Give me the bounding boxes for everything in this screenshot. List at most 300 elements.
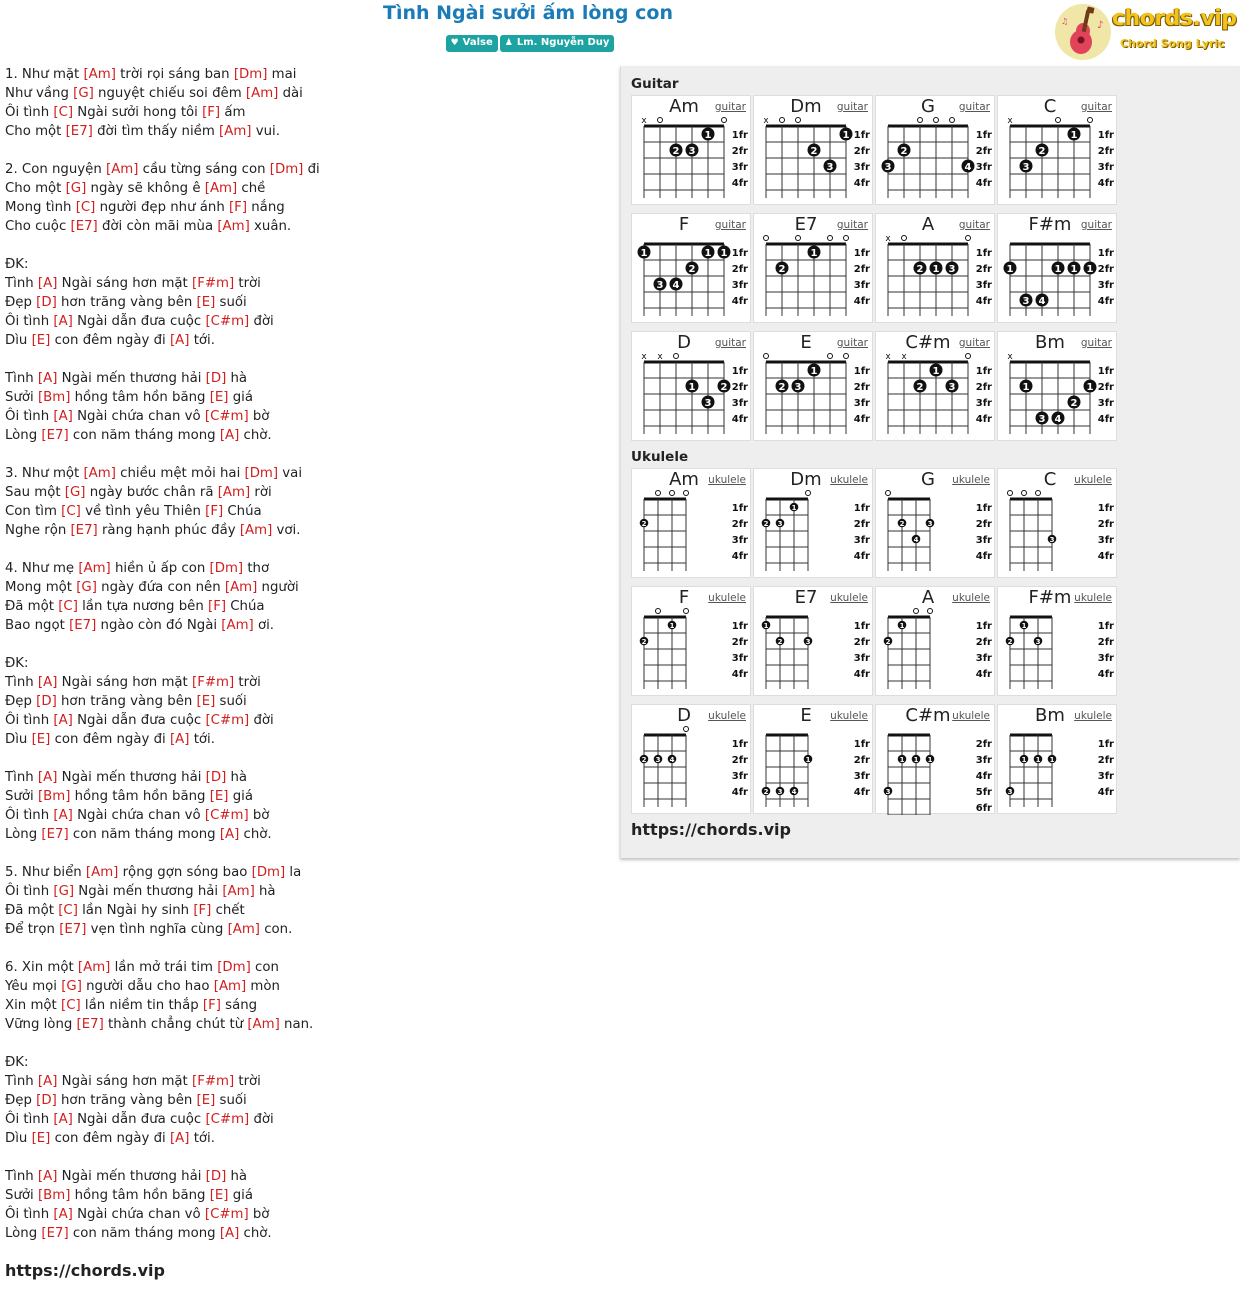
chord-link[interactable]: [C] bbox=[53, 105, 74, 120]
lyric-line bbox=[5, 882, 605, 901]
guitar-chord-card-f[interactable] bbox=[631, 213, 751, 323]
lyric-text: Lòng bbox=[5, 1226, 42, 1241]
lyric-text: Ôi tình bbox=[5, 314, 54, 329]
finger-dot bbox=[702, 396, 715, 410]
chord-link[interactable]: [F#m] bbox=[192, 675, 235, 690]
finger-dot bbox=[1004, 262, 1017, 276]
chord-diagram bbox=[998, 332, 1118, 442]
ukulele-chord-card-am[interactable] bbox=[631, 468, 751, 578]
chord-name: D bbox=[677, 332, 691, 353]
chord-link[interactable]: [Am] bbox=[245, 86, 279, 101]
fret-label: 3fr bbox=[975, 535, 992, 546]
chord-link[interactable]: [E7] bbox=[65, 124, 93, 139]
chord-link[interactable]: [G] bbox=[64, 485, 86, 500]
chord-link[interactable]: [E7] bbox=[70, 523, 98, 538]
finger-number: 1 bbox=[1086, 264, 1094, 275]
chord-link[interactable]: [A] bbox=[37, 371, 58, 386]
lyrics-footer-url[interactable]: https://chords.vip bbox=[5, 1261, 165, 1280]
open-string-marker bbox=[674, 354, 679, 359]
instrument-link[interactable]: guitar bbox=[836, 101, 868, 113]
fret-label: 2fr bbox=[853, 637, 870, 648]
chord-name: C#m bbox=[905, 332, 951, 353]
finger-number: 2 bbox=[1070, 398, 1078, 409]
finger-number: 2 bbox=[1007, 638, 1013, 646]
instrument-link[interactable]: ukulele bbox=[1074, 474, 1112, 486]
chord-link[interactable]: [D] bbox=[205, 1169, 227, 1184]
lyric-text: Tình bbox=[5, 371, 38, 386]
instrument-link[interactable]: guitar bbox=[714, 101, 746, 113]
chord-link[interactable]: [A] bbox=[37, 770, 58, 785]
lyric-blank-line bbox=[5, 1148, 605, 1167]
chord-link[interactable]: [D] bbox=[36, 694, 57, 709]
finger-dot bbox=[776, 380, 789, 394]
lyric-text: Ôi tình bbox=[5, 409, 54, 424]
lyric-text: Ôi tình bbox=[5, 884, 54, 899]
chord-link[interactable]: [C#m] bbox=[204, 409, 249, 424]
ukulele-chord-card-g[interactable] bbox=[875, 468, 995, 578]
instrument-link[interactable]: ukulele bbox=[952, 592, 990, 604]
lyric-text: lần mở trái tim bbox=[110, 960, 218, 975]
ukulele-section-label: Ukulele bbox=[631, 449, 689, 465]
instrument-link[interactable]: guitar bbox=[714, 337, 746, 349]
finger-dot bbox=[926, 519, 935, 528]
tag-rhythm[interactable] bbox=[446, 35, 498, 52]
guitar-chord-card-bm[interactable] bbox=[997, 331, 1117, 441]
instrument-link[interactable]: guitar bbox=[1080, 337, 1112, 349]
chord-link[interactable]: [D] bbox=[36, 1093, 57, 1108]
lyric-line bbox=[5, 920, 605, 939]
ukulele-chord-card-e7[interactable] bbox=[753, 586, 873, 696]
finger-dot bbox=[668, 755, 677, 764]
lyric-text: giá bbox=[228, 789, 254, 804]
chord-link[interactable]: [F] bbox=[205, 504, 224, 519]
chord-link[interactable]: [Am] bbox=[106, 162, 139, 177]
chord-link[interactable]: [E] bbox=[196, 1093, 216, 1108]
fret-label: 2fr bbox=[853, 382, 870, 393]
lyric-text: Tình bbox=[5, 1074, 38, 1089]
lyric-text: bờ bbox=[248, 1207, 270, 1222]
chord-name: C bbox=[1043, 469, 1057, 490]
chord-link[interactable]: [E] bbox=[209, 390, 229, 405]
instrument-link[interactable]: guitar bbox=[836, 337, 868, 349]
lyric-line bbox=[5, 958, 605, 977]
lyric-line bbox=[5, 502, 605, 521]
chord-link[interactable]: [E] bbox=[209, 1188, 229, 1203]
lyric-text: người bbox=[257, 580, 299, 595]
finger-dot bbox=[776, 519, 785, 528]
chord-link[interactable]: [C] bbox=[58, 599, 78, 614]
open-string-marker bbox=[670, 491, 675, 496]
chord-link[interactable]: [Am] bbox=[83, 466, 116, 481]
finger-dot bbox=[912, 755, 921, 764]
lyric-text: 4. Như mẹ bbox=[5, 561, 79, 576]
chord-link[interactable]: [Am] bbox=[222, 884, 255, 899]
lyric-text: Tình bbox=[5, 276, 38, 291]
chord-link[interactable]: [C] bbox=[75, 200, 96, 215]
fret-label: 2fr bbox=[975, 739, 992, 750]
chord-name: F bbox=[678, 214, 690, 235]
fret-label: 3fr bbox=[975, 653, 992, 664]
lyric-blank-line bbox=[5, 939, 605, 958]
chord-link[interactable]: [E7] bbox=[69, 618, 97, 633]
fret-label: 1fr bbox=[853, 366, 870, 377]
lyric-text: Chúa bbox=[223, 504, 262, 519]
chord-link[interactable]: [C#m] bbox=[205, 713, 250, 728]
finger-number: 3 bbox=[688, 146, 696, 157]
chord-link[interactable]: [F] bbox=[202, 105, 221, 120]
chord-link[interactable]: [E] bbox=[31, 1131, 51, 1146]
instrument-link[interactable]: ukulele bbox=[1074, 710, 1112, 722]
open-string-marker bbox=[656, 491, 661, 496]
chord-link[interactable]: [C] bbox=[61, 504, 81, 519]
finger-number: 2 bbox=[916, 264, 924, 275]
ukulele-chord-card-fsharpm[interactable] bbox=[997, 586, 1117, 696]
chord-link[interactable]: [Am] bbox=[85, 865, 119, 880]
chord-link[interactable]: [C#m] bbox=[205, 314, 250, 329]
open-string-marker bbox=[844, 354, 849, 359]
instrument-link[interactable]: ukulele bbox=[830, 592, 868, 604]
instrument-link[interactable]: ukulele bbox=[830, 710, 868, 722]
finger-dot bbox=[776, 787, 785, 796]
chord-link[interactable]: [G] bbox=[53, 884, 75, 899]
chord-link[interactable]: [Am] bbox=[78, 561, 111, 576]
chord-link[interactable]: [Am] bbox=[239, 523, 273, 538]
fret-label: 2fr bbox=[853, 519, 870, 530]
chord-link[interactable]: [Am] bbox=[247, 1017, 280, 1032]
finger-number: 4 bbox=[1054, 414, 1062, 425]
ukulele-chord-card-f[interactable] bbox=[631, 586, 751, 696]
ukulele-chord-card-d[interactable] bbox=[631, 704, 751, 814]
chord-link[interactable]: [E7] bbox=[41, 1226, 69, 1241]
chord-link[interactable]: [Am] bbox=[227, 922, 260, 937]
chord-link[interactable]: [E7] bbox=[41, 428, 69, 443]
fret-label: 6fr bbox=[975, 803, 992, 814]
finger-dot bbox=[926, 755, 935, 764]
finger-dot bbox=[792, 380, 805, 394]
muted-string-marker: x bbox=[885, 352, 891, 362]
guitar-chord-card-e7[interactable] bbox=[753, 213, 873, 323]
chord-link[interactable]: [F] bbox=[193, 903, 212, 918]
chord-link[interactable]: [Am] bbox=[219, 124, 252, 139]
chord-link[interactable]: [C#m] bbox=[204, 1207, 249, 1222]
guitar-chord-card-d[interactable] bbox=[631, 331, 751, 441]
chord-link[interactable]: [E] bbox=[209, 789, 229, 804]
finger-number: 4 bbox=[672, 280, 680, 291]
chord-link[interactable]: [A] bbox=[53, 1207, 73, 1222]
chord-link[interactable]: [A] bbox=[53, 808, 73, 823]
ukulele-chord-card-a[interactable] bbox=[875, 586, 995, 696]
chord-link[interactable]: [A] bbox=[53, 713, 73, 728]
chord-link[interactable]: [Dm] bbox=[233, 67, 268, 82]
fret-label: 3fr bbox=[1097, 280, 1114, 291]
instrument-link[interactable]: ukulele bbox=[952, 474, 990, 486]
chord-link[interactable]: [Bm] bbox=[37, 390, 71, 405]
instrument-link[interactable]: ukulele bbox=[708, 474, 746, 486]
chord-link[interactable]: [E7] bbox=[41, 827, 69, 842]
fret-label: 2fr bbox=[731, 755, 748, 766]
lyric-line bbox=[5, 122, 605, 141]
instrument-link[interactable]: guitar bbox=[1080, 219, 1112, 231]
song-title: Tình Ngài sưởi ấm lòng con bbox=[383, 2, 673, 24]
tag-author[interactable] bbox=[500, 35, 615, 52]
finger-number: 2 bbox=[778, 264, 786, 275]
instrument-link[interactable]: guitar bbox=[958, 337, 990, 349]
chord-link[interactable]: [G] bbox=[65, 181, 87, 196]
lyric-text: ĐK: bbox=[5, 1055, 29, 1070]
instrument-link[interactable]: guitar bbox=[958, 219, 990, 231]
instrument-link[interactable]: guitar bbox=[1080, 101, 1112, 113]
chord-link[interactable]: [E] bbox=[196, 694, 216, 709]
chord-name: Am bbox=[669, 96, 699, 117]
chord-link[interactable]: [E] bbox=[196, 295, 216, 310]
finger-dot bbox=[898, 755, 907, 764]
lyric-text: Xin một bbox=[5, 998, 61, 1013]
finger-number: 1 bbox=[1035, 756, 1041, 764]
chord-link[interactable]: [C] bbox=[61, 998, 81, 1013]
chord-name: C bbox=[1043, 96, 1057, 117]
chord-link[interactable]: [A] bbox=[219, 827, 240, 842]
chord-link[interactable]: [Am] bbox=[204, 181, 238, 196]
guitar-chord-card-am[interactable] bbox=[631, 95, 751, 205]
fret-label: 3fr bbox=[1097, 398, 1114, 409]
chord-link[interactable]: [A] bbox=[37, 1169, 58, 1184]
finger-dot bbox=[670, 278, 683, 292]
chord-link[interactable]: [E7] bbox=[76, 1017, 104, 1032]
fret-label: 4fr bbox=[853, 669, 870, 680]
lyric-text: vẹn tình nghĩa cùng bbox=[86, 922, 228, 937]
finger-dot bbox=[1020, 380, 1033, 394]
chord-link[interactable]: [F] bbox=[208, 599, 227, 614]
panel-footer-url[interactable]: https://chords.vip bbox=[631, 820, 791, 839]
chord-link[interactable]: [F#m] bbox=[192, 276, 235, 291]
chord-link[interactable]: [A] bbox=[169, 1131, 190, 1146]
finger-number: 1 bbox=[932, 366, 940, 377]
fret-label: 3fr bbox=[975, 755, 992, 766]
chord-link[interactable]: [A] bbox=[53, 1112, 73, 1127]
lyric-text: hồng tâm hồn băng bbox=[70, 1188, 210, 1203]
finger-number: 2 bbox=[778, 382, 786, 393]
chord-link[interactable]: [A] bbox=[219, 1226, 240, 1241]
chord-link[interactable]: [A] bbox=[169, 333, 190, 348]
chord-link[interactable]: [E7] bbox=[70, 219, 98, 234]
chord-link[interactable]: [G] bbox=[61, 979, 82, 994]
finger-number: 3 bbox=[927, 520, 933, 528]
chord-link[interactable]: [Am] bbox=[83, 67, 116, 82]
fret-label: 1fr bbox=[1097, 248, 1114, 259]
chord-link[interactable]: [E] bbox=[31, 732, 51, 747]
fret-label: 3fr bbox=[853, 535, 870, 546]
fret-label: 4fr bbox=[1097, 551, 1114, 562]
guitar-chord-card-fsharpm[interactable] bbox=[997, 213, 1117, 323]
chord-link[interactable]: [A] bbox=[53, 409, 73, 424]
lyric-text: Ngài mến thương hải bbox=[57, 770, 206, 785]
chord-link[interactable]: [Am] bbox=[221, 618, 254, 633]
person-icon: ♟ bbox=[504, 38, 513, 48]
chord-link[interactable]: [G] bbox=[73, 86, 94, 101]
chord-link[interactable]: [Am] bbox=[213, 979, 247, 994]
chord-link[interactable]: [Am] bbox=[77, 960, 111, 975]
lyric-text: Cho một bbox=[5, 181, 66, 196]
chord-link[interactable]: [D] bbox=[205, 371, 227, 386]
instrument-link[interactable]: ukulele bbox=[830, 474, 868, 486]
chord-name: Dm bbox=[790, 469, 822, 490]
lyric-text: dài bbox=[278, 86, 303, 101]
finger-dot bbox=[914, 262, 927, 276]
chord-link[interactable]: [F#m] bbox=[192, 1074, 235, 1089]
finger-dot bbox=[686, 144, 699, 158]
finger-dot bbox=[1020, 160, 1033, 174]
chord-link[interactable]: [Am] bbox=[224, 580, 258, 595]
finger-number: 3 bbox=[1007, 788, 1013, 796]
chord-diagram bbox=[998, 96, 1118, 206]
fret-label: 4fr bbox=[731, 551, 748, 562]
lyric-line bbox=[5, 255, 605, 274]
chord-link[interactable]: [Dm] bbox=[251, 865, 286, 880]
lyric-text: hà bbox=[254, 884, 276, 899]
finger-number: 4 bbox=[791, 788, 797, 796]
chord-link[interactable]: [E] bbox=[31, 333, 51, 348]
guitar-chord-card-g[interactable] bbox=[875, 95, 995, 205]
chord-name: C#m bbox=[905, 705, 951, 726]
lyric-text: ngào còn đó Ngài bbox=[96, 618, 222, 633]
finger-number: 1 bbox=[1070, 130, 1078, 141]
fret-label: 1fr bbox=[975, 130, 992, 141]
ukulele-chord-card-e[interactable] bbox=[753, 704, 873, 814]
instrument-link[interactable]: ukulele bbox=[952, 710, 990, 722]
ukulele-chord-card-c[interactable] bbox=[997, 468, 1117, 578]
guitar-chord-card-c[interactable] bbox=[997, 95, 1117, 205]
finger-number: 2 bbox=[899, 520, 905, 528]
open-string-marker bbox=[656, 609, 661, 614]
heart-pulse-icon: ♥ bbox=[450, 38, 459, 48]
finger-dot bbox=[762, 621, 771, 630]
finger-number: 3 bbox=[777, 520, 783, 528]
fret-label: 2fr bbox=[975, 637, 992, 648]
chord-link[interactable]: [A] bbox=[37, 675, 58, 690]
lyric-line bbox=[5, 293, 605, 312]
chord-link[interactable]: [Bm] bbox=[37, 1188, 71, 1203]
fret-label: 1fr bbox=[1097, 130, 1114, 141]
lyric-text: người dẫu cho hao bbox=[81, 979, 214, 994]
chord-link[interactable]: [G] bbox=[76, 580, 97, 595]
muted-string-marker: x bbox=[1007, 116, 1013, 126]
chord-link[interactable]: [C] bbox=[58, 903, 78, 918]
finger-number: 2 bbox=[763, 788, 769, 796]
ukulele-chord-card-dm[interactable] bbox=[753, 468, 873, 578]
chord-link[interactable]: [F] bbox=[228, 200, 248, 215]
logo-tagline: Chord Song Lyric bbox=[1120, 37, 1225, 50]
instrument-link[interactable]: guitar bbox=[958, 101, 990, 113]
finger-number: 1 bbox=[704, 248, 712, 259]
finger-number: 2 bbox=[1038, 146, 1046, 157]
lyric-line bbox=[5, 1186, 605, 1205]
finger-number: 3 bbox=[656, 280, 664, 291]
site-logo[interactable] bbox=[1054, 4, 1237, 62]
chord-link[interactable]: [C#m] bbox=[204, 808, 249, 823]
chord-link[interactable]: [A] bbox=[53, 314, 73, 329]
chord-link[interactable]: [A] bbox=[37, 276, 58, 291]
chord-diagram bbox=[632, 214, 752, 324]
fret-label: 3fr bbox=[853, 653, 870, 664]
chord-link[interactable]: [A] bbox=[169, 732, 190, 747]
lyric-text: về tình yêu Thiên bbox=[80, 504, 206, 519]
finger-dot bbox=[670, 144, 683, 158]
chord-link[interactable]: [D] bbox=[205, 770, 227, 785]
chord-link[interactable]: [A] bbox=[219, 428, 240, 443]
guitar-chord-card-csharpm[interactable] bbox=[875, 331, 995, 441]
finger-dot bbox=[1020, 294, 1033, 308]
open-string-marker bbox=[1088, 118, 1093, 123]
lyric-text: Ngài chứa chan vô bbox=[72, 1207, 205, 1222]
lyric-text: chờ. bbox=[239, 827, 272, 842]
fret-label: 1fr bbox=[1097, 366, 1114, 377]
finger-number: 2 bbox=[641, 756, 647, 764]
finger-number: 1 bbox=[1086, 382, 1094, 393]
lyric-blank-line bbox=[5, 635, 605, 654]
lyric-blank-line bbox=[5, 749, 605, 768]
chord-link[interactable]: [A] bbox=[37, 1074, 58, 1089]
finger-dot bbox=[898, 621, 907, 630]
finger-number: 4 bbox=[1038, 296, 1046, 307]
chord-name: G bbox=[921, 469, 935, 490]
finger-number: 3 bbox=[1035, 638, 1041, 646]
chord-link[interactable]: [Dm] bbox=[244, 466, 279, 481]
lyric-line bbox=[5, 787, 605, 806]
lyric-text: Ngài mến thương hải bbox=[57, 1169, 206, 1184]
chord-link[interactable]: [D] bbox=[36, 295, 57, 310]
instrument-link[interactable]: guitar bbox=[714, 219, 746, 231]
chord-link[interactable]: [Dm] bbox=[209, 561, 244, 576]
guitar-chord-card-dm[interactable] bbox=[753, 95, 873, 205]
chord-link[interactable]: [F] bbox=[202, 998, 221, 1013]
instrument-link[interactable]: guitar bbox=[836, 219, 868, 231]
chord-link[interactable]: [E7] bbox=[59, 922, 87, 937]
lyric-line bbox=[5, 1167, 605, 1186]
open-string-marker bbox=[844, 236, 849, 241]
fret-label: 4fr bbox=[853, 414, 870, 425]
fret-label: 3fr bbox=[1097, 653, 1114, 664]
chord-link[interactable]: [Am] bbox=[217, 485, 251, 500]
instrument-link[interactable]: ukulele bbox=[708, 710, 746, 722]
instrument-link[interactable]: ukulele bbox=[1074, 592, 1112, 604]
ukulele-chord-card-bm[interactable] bbox=[997, 704, 1117, 814]
chord-link[interactable]: [C#m] bbox=[205, 1112, 250, 1127]
chord-diagram bbox=[998, 469, 1118, 579]
guitar-chord-card-a[interactable] bbox=[875, 213, 995, 323]
lyric-text: con năm tháng mong bbox=[68, 827, 220, 842]
open-string-marker bbox=[796, 236, 801, 241]
finger-dot bbox=[912, 535, 921, 544]
ukulele-chord-card-csharpm[interactable] bbox=[875, 704, 995, 814]
finger-dot bbox=[898, 519, 907, 528]
finger-dot bbox=[946, 262, 959, 276]
lyric-text: Dìu bbox=[5, 732, 32, 747]
lyric-text: đời bbox=[249, 713, 274, 728]
finger-dot bbox=[898, 144, 911, 158]
lyric-text: Ngài mến thương hải bbox=[74, 884, 223, 899]
chord-link[interactable]: [Dm] bbox=[269, 162, 304, 177]
chord-link[interactable]: [Dm] bbox=[217, 960, 251, 975]
instrument-link[interactable]: ukulele bbox=[708, 592, 746, 604]
finger-number: 1 bbox=[1070, 264, 1078, 275]
chord-link[interactable]: [Am] bbox=[217, 219, 250, 234]
lyric-text: mòn bbox=[246, 979, 280, 994]
lyric-text: trời bbox=[234, 1074, 261, 1089]
chord-link[interactable]: [Bm] bbox=[37, 789, 71, 804]
open-string-marker bbox=[722, 118, 727, 123]
lyrics-body bbox=[5, 65, 605, 1243]
guitar-chord-card-e[interactable] bbox=[753, 331, 873, 441]
